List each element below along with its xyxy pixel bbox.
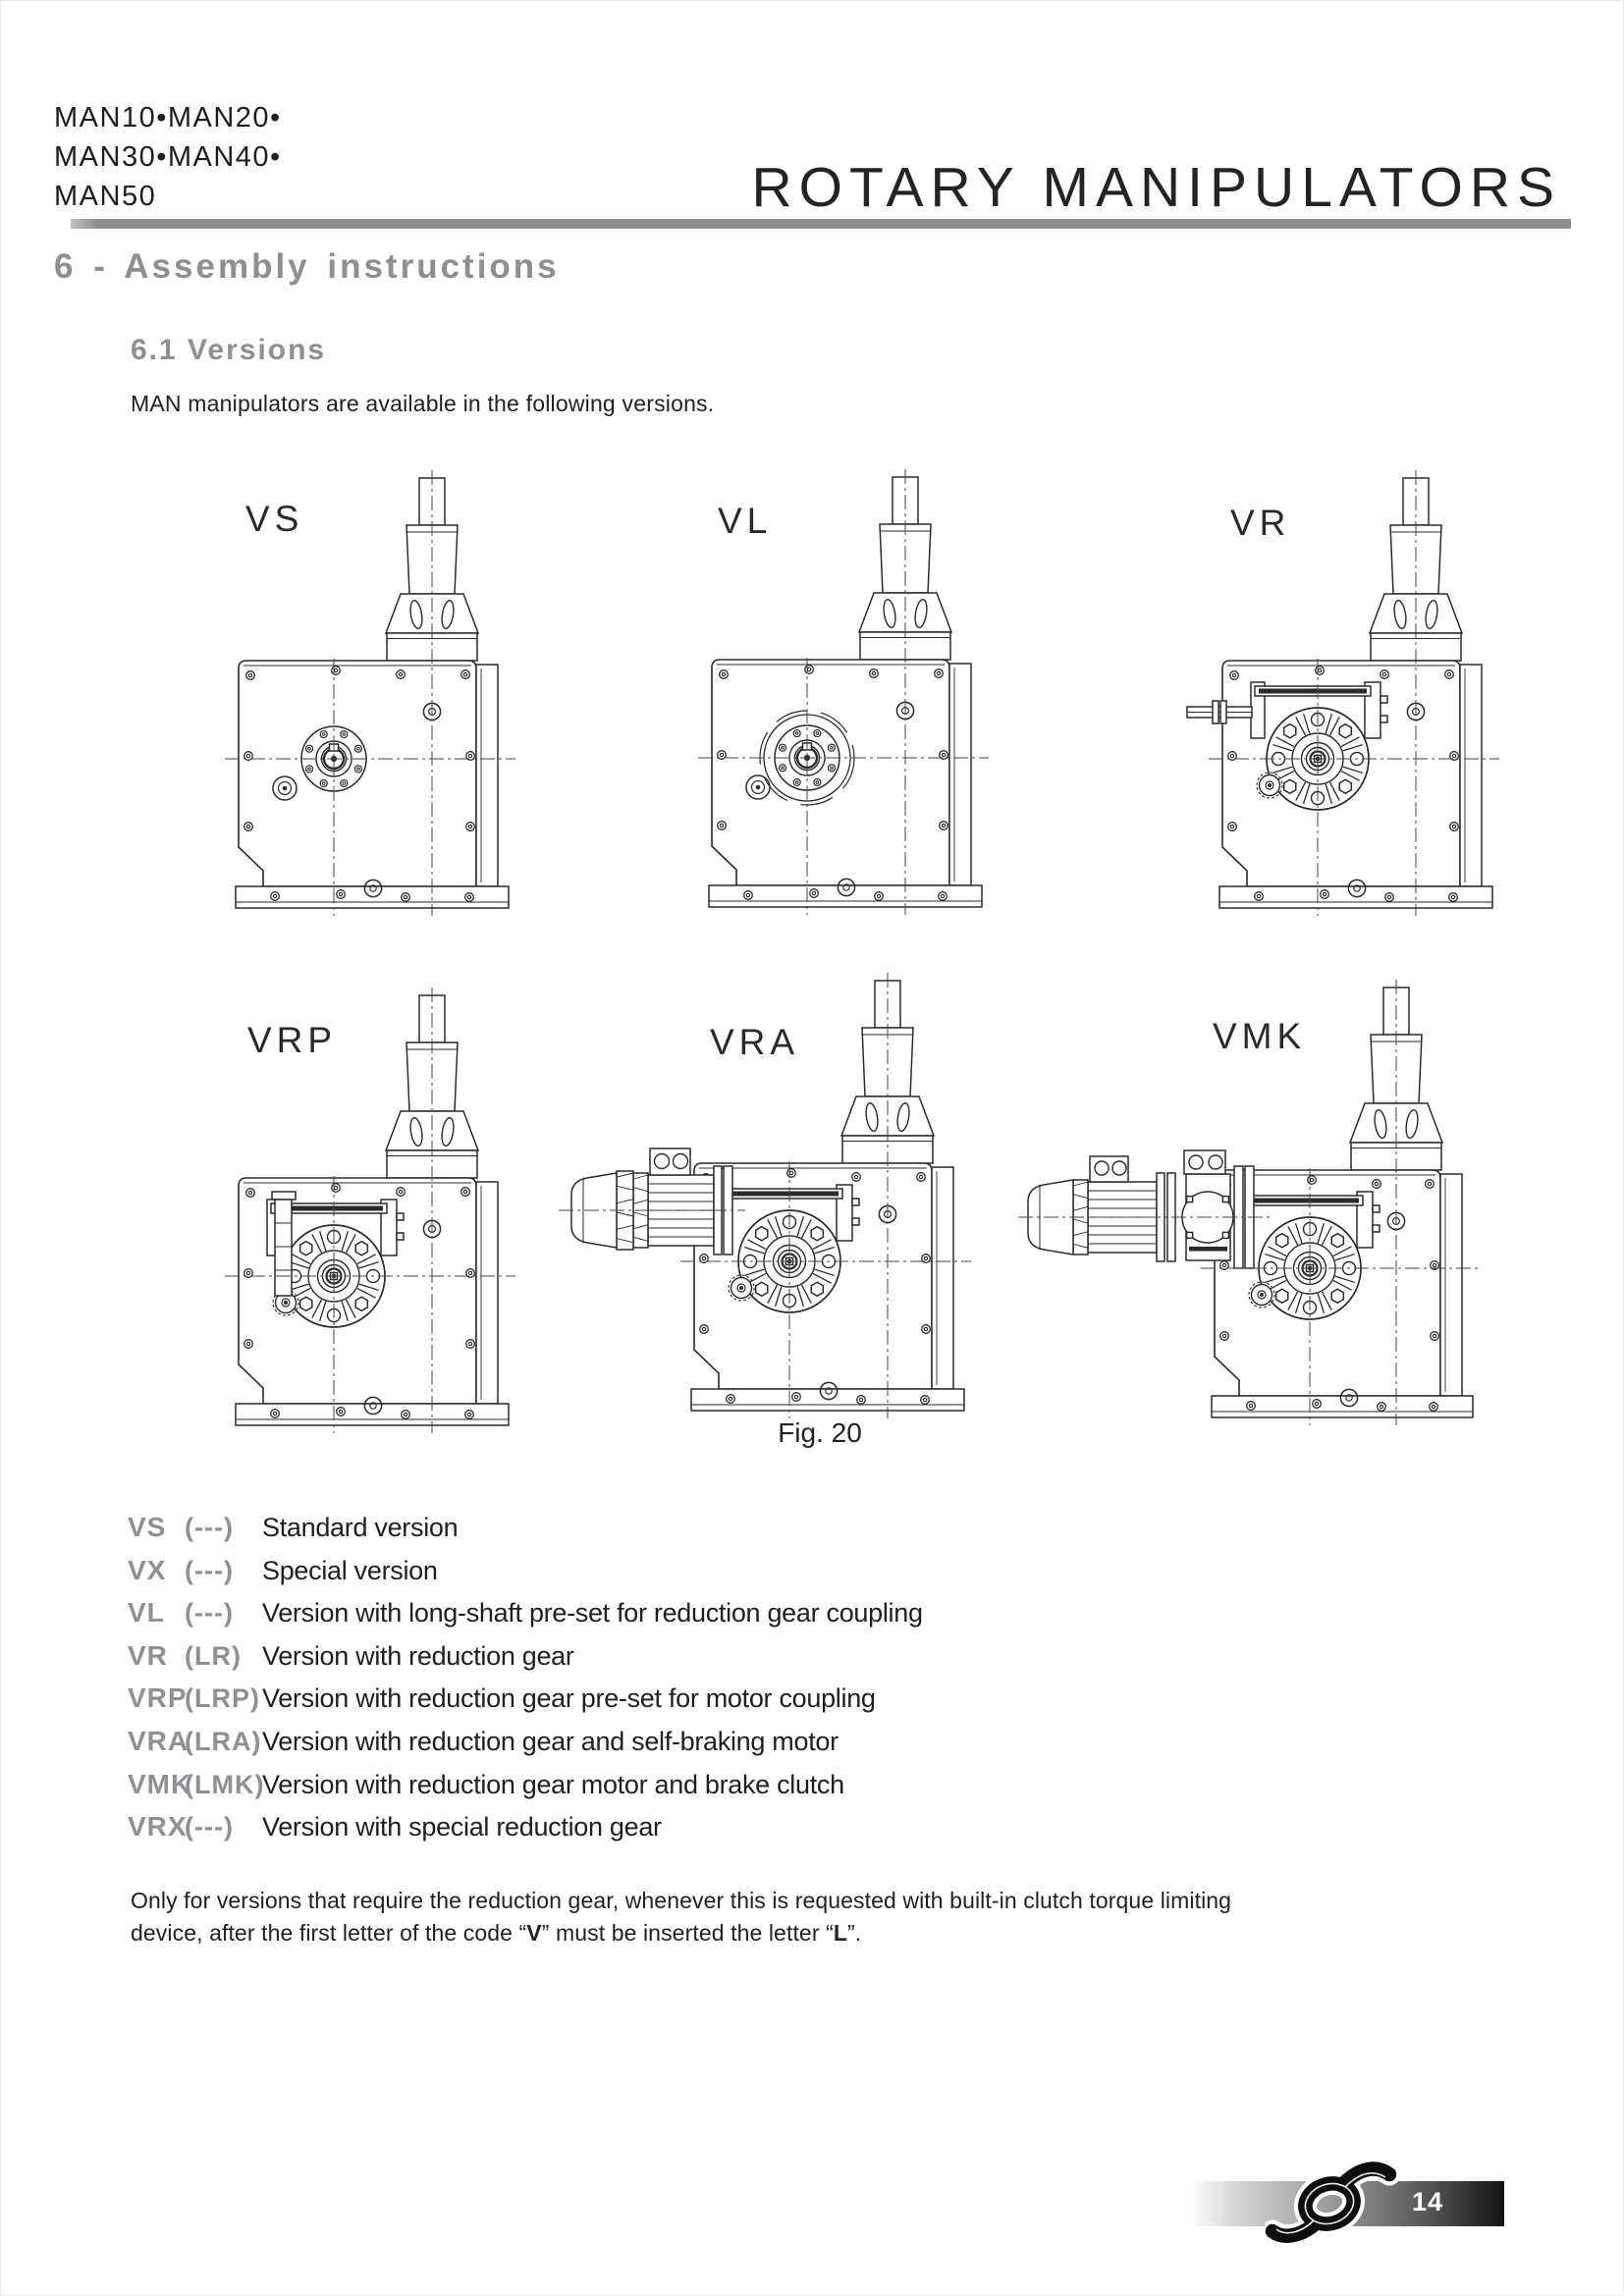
section-heading: 6 - Assembly instructions bbox=[54, 247, 560, 286]
figure-vl-drawing bbox=[623, 459, 1114, 955]
legend-row bbox=[128, 1726, 923, 1769]
legend-desc: Special version bbox=[262, 1555, 438, 1585]
figure-vs bbox=[137, 459, 628, 955]
legend-paren: (---) bbox=[185, 1812, 234, 1842]
version-legend bbox=[128, 1512, 923, 1854]
legend-code: VMK bbox=[128, 1768, 192, 1799]
page-title: ROTARY MANIPULATORS bbox=[751, 156, 1561, 219]
figure-vr-drawing bbox=[1105, 459, 1620, 955]
legend-desc: Standard version bbox=[262, 1513, 459, 1542]
intro-text: MAN manipulators are available in the following versions. bbox=[131, 391, 715, 416]
model-line: MAN50 bbox=[54, 181, 157, 212]
header-rule bbox=[71, 219, 1571, 229]
note-bold-l: L bbox=[833, 1920, 847, 1946]
legend-row bbox=[128, 1769, 923, 1812]
legend-code: VX bbox=[128, 1554, 167, 1585]
subsection-heading: 6.1 Versions bbox=[131, 334, 327, 366]
legend-code: VS bbox=[128, 1512, 167, 1542]
figure-label-vmk: VMK bbox=[1213, 1016, 1307, 1056]
note-text: device, after the first letter of the code “ bbox=[131, 1920, 527, 1946]
legend-row bbox=[128, 1512, 923, 1555]
legend-code: VL bbox=[128, 1597, 165, 1629]
legend-desc: Version with special reduction gear bbox=[262, 1812, 662, 1842]
legend-desc: Version with long-shaft pre-set for reduction gear coupling bbox=[262, 1598, 923, 1629]
legend-code: VRA bbox=[128, 1725, 189, 1756]
legend-row bbox=[128, 1597, 923, 1640]
note-text: ”. bbox=[847, 1920, 862, 1946]
figure-vs-drawing bbox=[137, 459, 628, 955]
model-line: MAN30•MAN40• bbox=[54, 141, 282, 173]
legend-paren: (---) bbox=[185, 1555, 234, 1585]
figure-caption: Fig. 20 bbox=[778, 1417, 862, 1448]
note-bold-v: V bbox=[526, 1920, 542, 1946]
legend-row bbox=[128, 1555, 923, 1598]
legend-desc: Version with reduction gear bbox=[262, 1640, 574, 1671]
legend-desc: Version with reduction gear motor and brake clutch bbox=[262, 1769, 844, 1799]
legend-row bbox=[128, 1640, 923, 1683]
figure-label-vl: VL bbox=[718, 501, 773, 541]
legend-code: VRX bbox=[128, 1811, 188, 1842]
legend-code: VRP bbox=[128, 1682, 188, 1714]
legend-desc: Version with reduction gear and self-braking motor bbox=[262, 1726, 839, 1756]
legend-desc: Version with reduction gear pre-set for motor coupling bbox=[262, 1683, 876, 1714]
figure-vl bbox=[623, 459, 1114, 955]
figure-label-vs: VS bbox=[245, 499, 304, 539]
page-number: 14 bbox=[1412, 2187, 1444, 2216]
legend-paren: (LMK) bbox=[185, 1769, 265, 1799]
rope-knot-logo-icon bbox=[1265, 2152, 1402, 2252]
figure-vr bbox=[1105, 459, 1620, 955]
figure-label-vrp: VRP bbox=[247, 1020, 338, 1060]
legend-paren: (---) bbox=[185, 1513, 234, 1542]
legend-row bbox=[128, 1811, 923, 1854]
legend-paren: (LRP) bbox=[185, 1683, 260, 1714]
legend-row bbox=[128, 1682, 923, 1726]
legend-paren: (LR) bbox=[185, 1640, 242, 1671]
legend-paren: (---) bbox=[185, 1598, 234, 1629]
figure-label-vr: VR bbox=[1230, 503, 1291, 543]
note-text: ” must be inserted the letter “ bbox=[541, 1920, 834, 1946]
figure-label-vra: VRA bbox=[710, 1022, 800, 1062]
legend-code: VR bbox=[128, 1639, 168, 1671]
figure-vmk bbox=[1011, 965, 1624, 1461]
note-paragraph bbox=[131, 1885, 1554, 1949]
legend-paren: (LRA) bbox=[185, 1726, 262, 1756]
figure-vmk-drawing bbox=[1011, 965, 1624, 1461]
note-text: Only for versions that require the reduction gear, whenever this is requested with built-in clutch torque limiting bbox=[131, 1888, 1232, 1913]
model-list bbox=[54, 98, 282, 216]
model-line: MAN10•MAN20• bbox=[54, 102, 282, 133]
